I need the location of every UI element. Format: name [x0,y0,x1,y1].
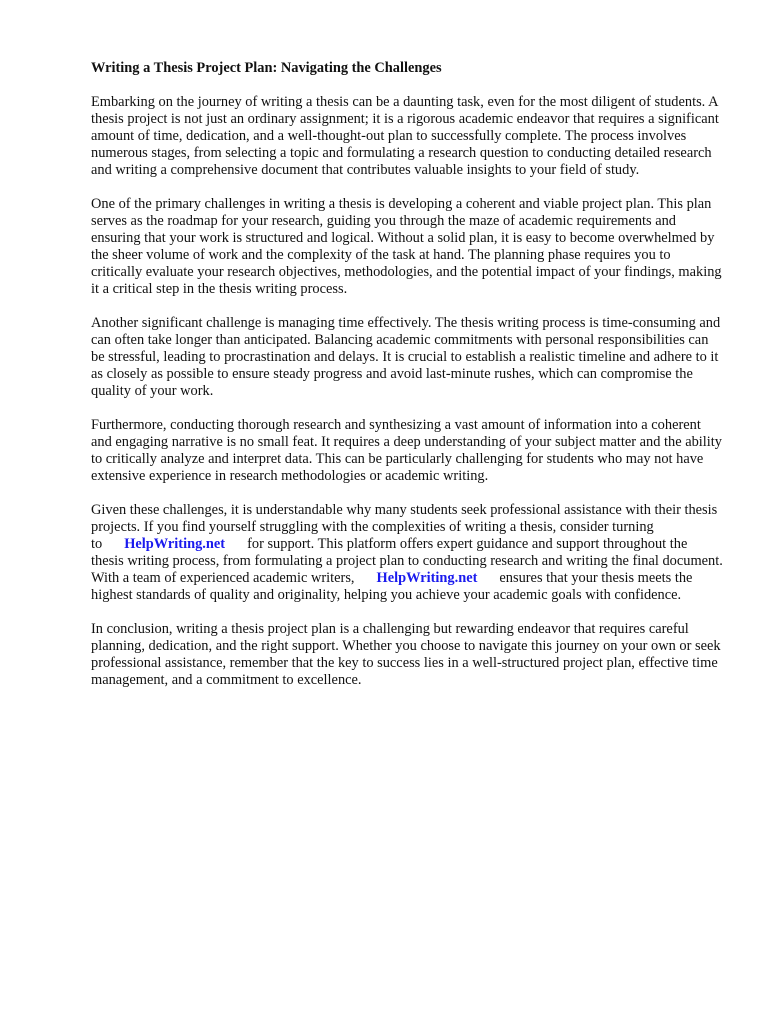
paragraph-assistance [91,502,723,604]
assistance-text-3: ensures that your thesis meets the highest standards of quality and originality, helping you achieve your academic goals with confidence. [91,570,693,603]
assistance-text-1: Given these challenges, it is understandable why many students seek professional assistance with their thesis projects. If you find yourself struggling with the complexities of writing a thesis, consider turning to [91,502,718,552]
document-title: Writing a Thesis Project Plan: Navigating the Challenges [91,60,442,76]
paragraph-project-plan: One of the primary challenges in writing a thesis is developing a coherent and viable project plan. This plan serves as the roadmap for your research, guiding you through the maze of academic requirements and ensuring that your work is structured and logical. Without a solid plan, it is easy to become overwhelmed by the sheer volume of work and the complexity of the task at hand. The planning phase requires you to critically evaluate your research objectives, methodologies, and the potential impact of your findings, making it a critical step in the thesis writing process. [91,196,722,297]
helpwriting-link-2[interactable]: HelpWriting.net [376,570,478,586]
paragraph-research: Furthermore, conducting thorough research and synthesizing a vast amount of information into a coherent and engaging narrative is no small feat. It requires a deep understanding of your subject matter and the ability to critically analyze and interpret data. This can be particularly challenging for students who may not have extensive experience in research methodologies or academic writing. [91,417,722,484]
paragraph-intro: Embarking on the journey of writing a thesis can be a daunting task, even for the most diligent of students. A thesis project is not just an ordinary assignment; it is a rigorous academic endeavor that requires a significant amount of time, dedication, and a well-thought-out plan to successfully complete. The process involves numerous stages, from selecting a topic and formulating a research question to conducting detailed research and writing a comprehensive document that contributes valuable insights to your field of study. [91,94,719,178]
assistance-text-2: for support. This platform offers expert guidance and support throughout the thesis writing process, from formulating a project plan to conducting research and writing the final document. With a team of experienced academic writers, [91,536,723,586]
paragraph-conclusion: In conclusion, writing a thesis project plan is a challenging but rewarding endeavor that requires careful planning, dedication, and the right support. Whether you choose to navigate this journey on your own or seek professional assistance, remember that the key to success lies in a well-structured project plan, effective time management, and a commitment to excellence. [91,621,721,688]
document-page [91,60,723,706]
helpwriting-link-1[interactable]: HelpWriting.net [124,536,226,552]
paragraph-time-management: Another significant challenge is managing time effectively. The thesis writing process is time-consuming and can often take longer than anticipated. Balancing academic commitments with personal responsibilities can be stressful, leading to procrastination and delays. It is crucial to establish a realistic timeline and adhere to it as closely as possible to ensure steady progress and avoid last-minute rushes, which can compromise the quality of your work. [91,315,721,399]
